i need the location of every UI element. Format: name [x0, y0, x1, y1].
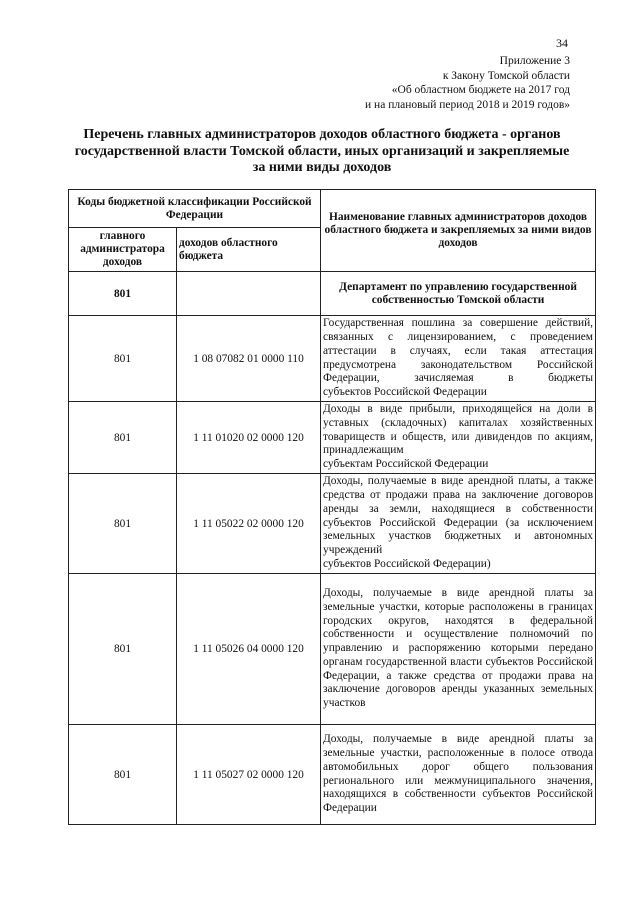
- header-admin: главного администратора доходов: [69, 228, 177, 272]
- income-description: [321, 402, 596, 474]
- annex-line: «Об областном бюджете на 2017 год: [391, 84, 570, 96]
- admin-code: 801: [69, 316, 177, 402]
- annex-header: [365, 54, 570, 112]
- description-text: Доходы, получаемые в виде арендной платы за земельные участки, расположенные в полосе отвода автомобильных дорог общего пользования регионального или межмуниципального значения, находящихся в собственности субъектов Российской: [323, 733, 594, 801]
- table-row: [69, 474, 596, 574]
- admin-code: 801: [69, 574, 177, 725]
- dept-empty-cell: [177, 272, 321, 316]
- annex-line: и на плановый период 2018 и 2019 годов»: [365, 98, 570, 111]
- admin-code: 801: [69, 474, 177, 574]
- table-header-row: [69, 190, 596, 228]
- header-codes: Коды бюджетной классификации Российской Федерации: [69, 190, 321, 228]
- annex-line: к Закону Томской области: [442, 69, 570, 82]
- description-last-line: субъектам Российской Федерации: [323, 458, 489, 471]
- description-text: Доходы, получаемые в виде арендной платы за земельные участки, которые расположены в границах городских округов, находятся в федеральной собственности и осуществление полномочий по управлению и распоряжению которыми передано органам государственной власти субъектов Российской Федерации, а также средства от продажи права на заключение договоров аренды указанных земельных: [323, 586, 594, 696]
- income-code: 1 11 05027 02 0000 120: [177, 725, 321, 825]
- description-last-line: субъектов Российской Федерации): [323, 557, 491, 570]
- description-last-line: участков: [323, 697, 366, 710]
- header-income: доходов областного бюджета: [177, 228, 321, 272]
- table-row: [69, 574, 596, 725]
- dept-code: 801: [69, 272, 177, 316]
- admin-code: 801: [69, 402, 177, 474]
- income-code: 1 08 07082 01 0000 110: [177, 316, 321, 402]
- description-text: Доходы, получаемые в виде арендной платы, а также средства от продажи права на заключение договоров аренды за земли, находящиеся в собственности субъектов Российской Федерации (за исключением земельных участков бюджетных и автономных учреждений: [323, 475, 594, 557]
- document-title: [60, 127, 584, 177]
- administrators-table: [68, 189, 596, 825]
- page-number: 34: [556, 36, 568, 50]
- table-row: [69, 316, 596, 402]
- income-description: [321, 574, 596, 725]
- table-row: [69, 402, 596, 474]
- income-code: 1 11 05026 04 0000 120: [177, 574, 321, 725]
- description-text: Государственная пошлина за совершение действий, связанных с лицензированием, с проведением аттестации в случаях, если такая аттестация предусмотрена законодательством Российской Федерации, зачисляемая в бюджеты: [323, 317, 594, 385]
- annex-line: Приложение 3: [499, 55, 570, 67]
- income-code: 1 11 01020 02 0000 120: [177, 402, 321, 474]
- description-text: Доходы в виде прибыли, приходящейся на доли в уставных (складочных) капиталах хозяйственных товариществ и обществ, или дивидендов по акциям, принадлежащим: [323, 403, 594, 457]
- title-line: за ними виды доходов: [252, 160, 392, 175]
- description-last-line: Федерации: [323, 802, 377, 815]
- income-code: 1 11 05022 02 0000 120: [177, 474, 321, 574]
- department-row: [69, 272, 596, 316]
- income-description: [321, 474, 596, 574]
- title-line: Перечень главных администраторов доходов областного бюджета - органов: [83, 127, 561, 142]
- header-names: Наименование главных администраторов доходов областного бюджета и закрепляемых за ними видов доходов: [321, 190, 596, 272]
- table-row: [69, 725, 596, 825]
- description-last-line: субъектов Российской Федерации: [323, 386, 487, 399]
- dept-name: Департамент по управлению государственной собственностью Томской области: [321, 272, 596, 316]
- title-line: государственной власти Томской области, иных организаций и закрепляемые: [74, 143, 570, 159]
- income-description: [321, 316, 596, 402]
- income-description: [321, 725, 596, 825]
- admin-code: 801: [69, 725, 177, 825]
